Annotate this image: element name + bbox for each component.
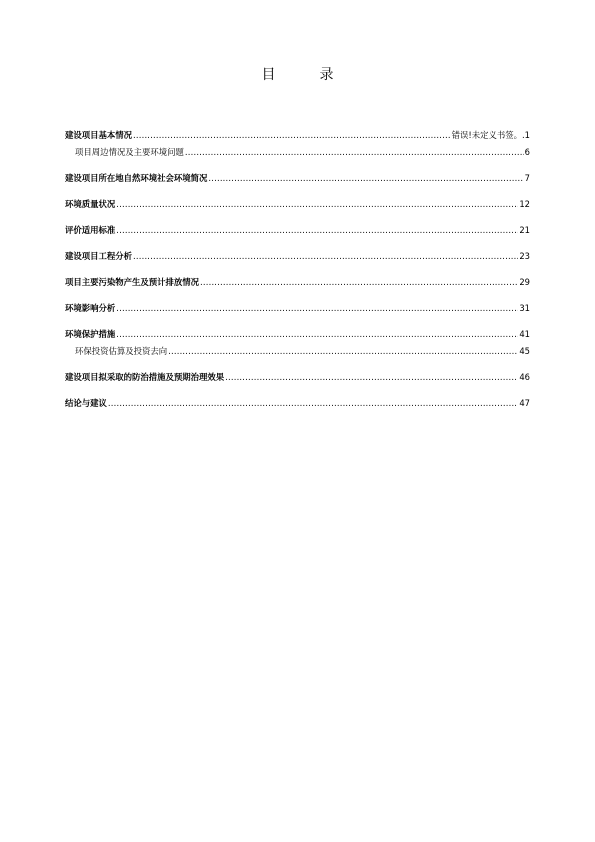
toc-entry-page: 45 [519, 346, 530, 356]
toc-leader-dots [185, 146, 524, 158]
toc-leader-dots [108, 397, 518, 409]
toc-entry-label: 环保投资估算及投资去向 [75, 346, 168, 356]
toc-entry-page: 12 [519, 199, 530, 209]
toc-subentry[interactable] [65, 146, 530, 158]
toc-entry-page: 7 [524, 173, 530, 183]
toc-entry-label: 评价适用标准 [65, 225, 116, 235]
toc-leader-dots [133, 250, 518, 262]
toc-entry-label: 建设项目拟采取的防治措施及预期治理效果 [65, 372, 225, 382]
toc-entry-page: 21 [519, 225, 530, 235]
toc-entry-label: 项目周边情况及主要环境问题 [75, 147, 184, 157]
toc-entry-label: 环境保护措施 [65, 329, 116, 339]
toc-leader-dots [225, 371, 518, 383]
toc-entry-label: 建设项目工程分析 [65, 251, 132, 261]
toc-entry-page: 29 [519, 277, 530, 287]
toc-leader-dots [200, 276, 518, 288]
toc-entry-label: 建设项目所在地自然环境社会环境简况 [65, 173, 208, 183]
toc-entry-page: 23 [519, 251, 530, 261]
toc-entry-page: 6 [524, 147, 530, 157]
toc-leader-dots [116, 328, 518, 340]
toc-entry-label: 环境质量状况 [65, 199, 116, 209]
toc-leader-dots [168, 345, 518, 357]
toc-entry-label: 建设项目基本情况 [65, 130, 132, 140]
toc-entry[interactable] [65, 250, 530, 262]
toc-leader-dots [116, 302, 518, 314]
toc-entry[interactable] [65, 328, 530, 340]
toc-entry-page: 41 [519, 329, 530, 339]
toc-leader-dots [116, 224, 518, 236]
toc-entry[interactable] [65, 198, 530, 210]
page-title [0, 64, 595, 84]
title-char-1: 目 [261, 67, 276, 83]
toc-entry[interactable] [65, 224, 530, 236]
toc-entry-page: 31 [519, 303, 530, 313]
toc-entry-page: 错误!未定义书签。.1 [451, 130, 530, 140]
table-of-contents [65, 129, 530, 409]
toc-subentry[interactable] [65, 345, 530, 357]
toc-entry[interactable] [65, 302, 530, 314]
toc-entry-label: 环境影响分析 [65, 303, 116, 313]
toc-entry-label: 结论与建议 [65, 398, 107, 408]
toc-entry-page: 46 [519, 372, 530, 382]
toc-leader-dots [116, 198, 518, 210]
toc-entry-label: 项目主要污染物产生及预计排放情况 [65, 277, 199, 287]
toc-entry[interactable] [65, 276, 530, 288]
toc-entry[interactable] [65, 129, 530, 141]
toc-entry[interactable] [65, 371, 530, 383]
title-char-2: 录 [319, 67, 334, 83]
toc-leader-dots [208, 172, 523, 184]
toc-entry[interactable] [65, 397, 530, 409]
toc-entry[interactable] [65, 172, 530, 184]
toc-entry-page: 47 [519, 398, 530, 408]
toc-leader-dots [133, 129, 451, 141]
